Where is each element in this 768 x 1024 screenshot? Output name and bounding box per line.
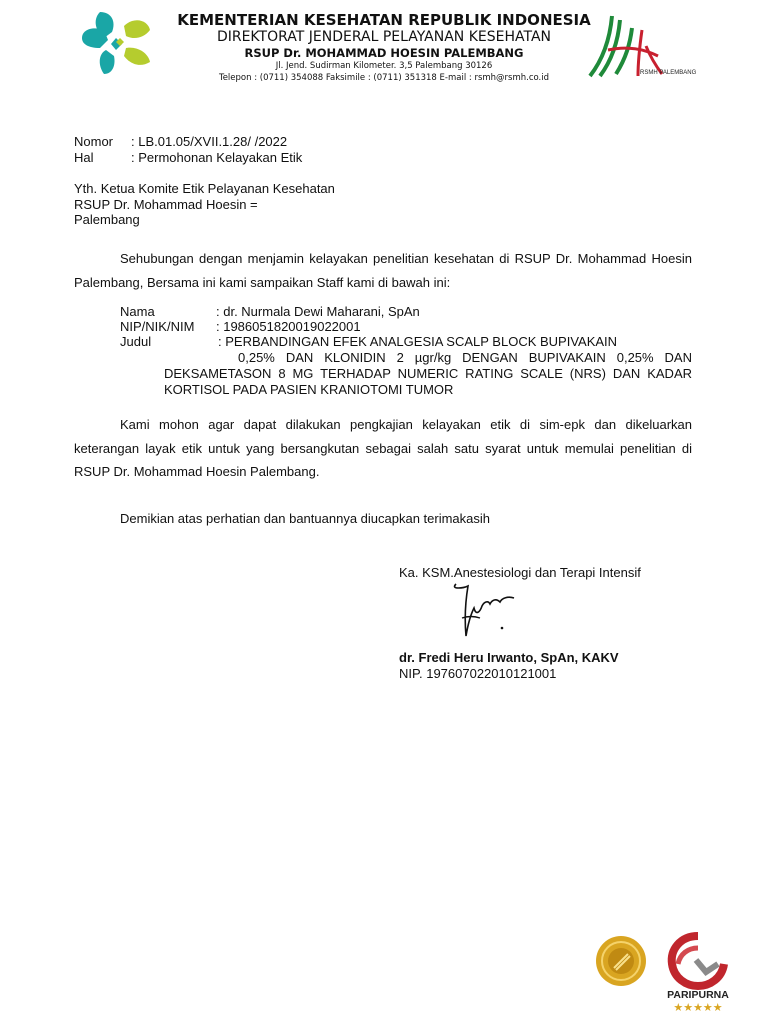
recipient-line-2: RSUP Dr. Mohammad Hoesin =: [74, 197, 258, 212]
paripurna-stars: ★★★★★: [673, 1001, 723, 1014]
nomor-label: Nomor: [74, 134, 114, 149]
hal-label: Hal: [74, 150, 94, 165]
letterhead-hospital: RSUP Dr. MOHAMMAD HOESIN PALEMBANG: [244, 46, 524, 60]
intro-paragraph: Sehubungan dengan menjamin kelayakan penelitian kesehatan di RSUP Dr. Mohammad Hoesin Palembang, Bersama ini kami sampaikan Staff kami di bawah ini:: [74, 251, 692, 290]
letterhead-ministry: KEMENTERIAN KESEHATAN REPUBLIK INDONESIA: [177, 11, 591, 29]
letterhead-directorate: DIREKTORAT JENDERAL PELAYANAN KESEHATAN: [216, 29, 552, 45]
nama-value: : dr. Nurmala Dewi Maharani, SpAn: [216, 304, 420, 319]
accreditation-seal-icon: [594, 934, 648, 988]
judul-label: Judul: [120, 334, 152, 349]
nama-label: Nama: [120, 304, 155, 319]
rsmh-logo-caption: RSMH PALEMBANG: [640, 70, 697, 76]
letterhead-address: Jl. Jend. Sudirman Kilometer. 3,5 Palembang 30126: [275, 61, 493, 71]
hal-value: : Permohonan Kelayakan Etik: [131, 150, 303, 165]
judul-continuation: 0,25% DAN KLONIDIN 2 µgr/kg DENGAN BUPIVAKAIN 0,25% DAN DEKSAMETASON 8 MG TERHADAP NUMERIC RATING SCALE (NRS) DAN KADAR KORTISOL PADA PASIEN KRANIOTOMI TUMOR: [164, 350, 692, 397]
signatory-name: dr. Fredi Heru Irwanto, SpAn, KAKV: [399, 650, 619, 665]
signatory-position: Ka. KSM.Anestesiologi dan Terapi Intensif: [399, 565, 641, 580]
recipient-line-3: Palembang: [74, 212, 140, 227]
judul-line-1: : PERBANDINGAN EFEK ANALGESIA SCALP BLOCK BUPIVAKAIN: [218, 334, 618, 349]
letterhead-contact: Telepon : (0711) 354088 Faksimile : (0711) 351318 E-mail : rsmh@rsmh.co.id: [218, 73, 550, 83]
signature: [446, 578, 518, 642]
recipient-line-1: Yth. Ketua Komite Etik Pelayanan Kesehatan: [74, 181, 335, 196]
request-paragraph: Kami mohon agar dapat dilakukan pengkajian kelayakan etik di sim-epk dan dikeluarkan keterangan layak etik untuk yang bersangkutan sebagai salah satu syarat untuk memulai penelitian di RSUP Dr. Mohammad Hoesin Palembang.: [74, 417, 692, 479]
paripurna-label: PARIPURNA: [667, 989, 729, 1001]
signatory-nip: NIP. 197607022010121001: [399, 666, 557, 681]
nip-label: NIP/NIK/NIM: [120, 319, 195, 334]
closing-sentence: Demikian atas perhatian dan bantuannya diucapkan terimakasih: [120, 511, 491, 526]
nomor-value: : LB.01.05/XVII.1.28/ /2022: [131, 134, 288, 149]
paripurna-badge: [660, 930, 736, 1014]
nip-value: : 1986051820019022001: [216, 319, 361, 334]
